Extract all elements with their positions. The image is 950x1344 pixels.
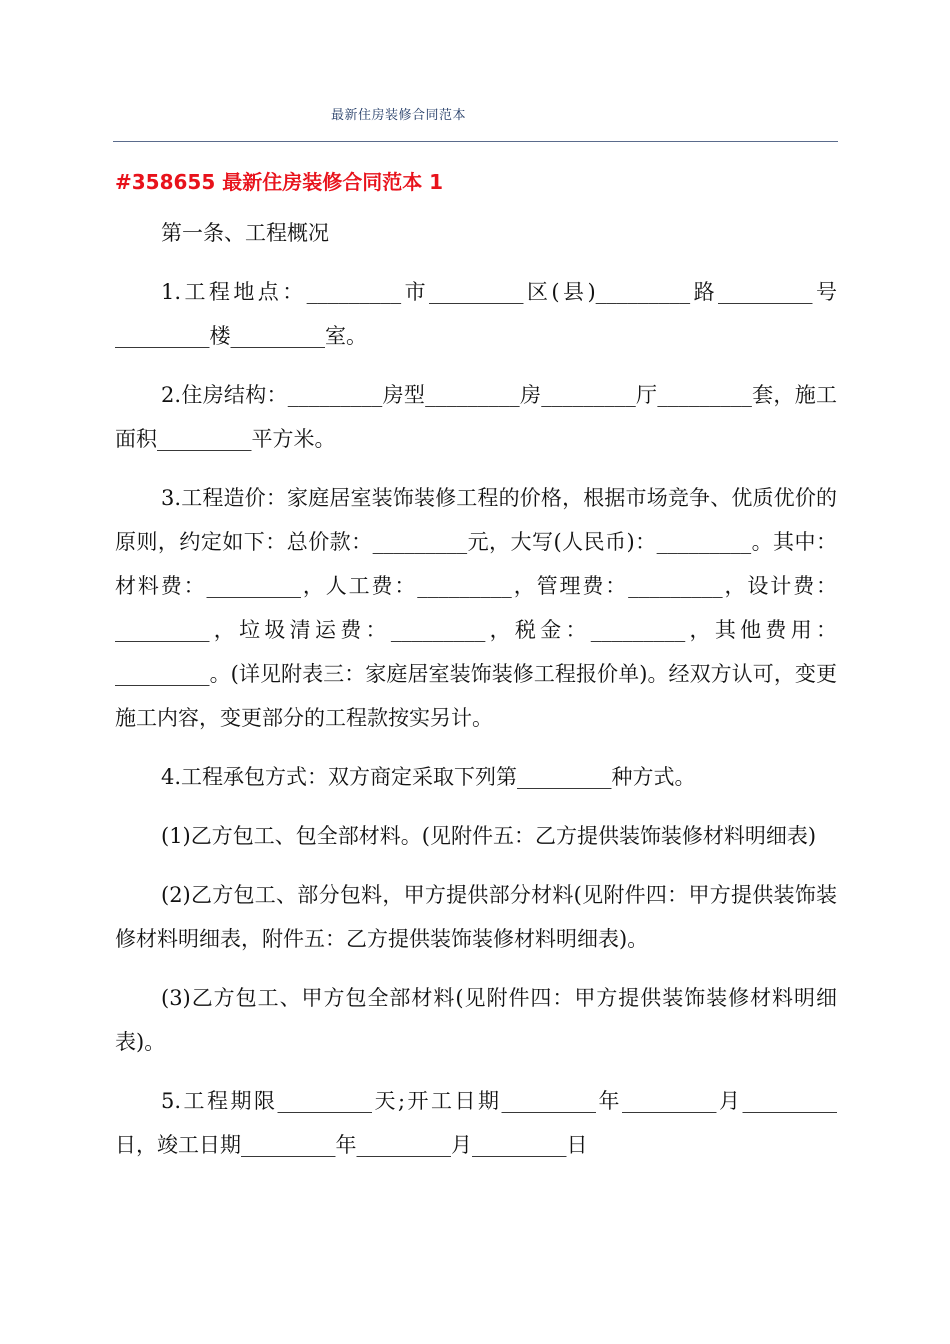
paragraph-location: 1.工程地点：_________市_________区(县)_________路_________号_________楼_________室。	[115, 280, 837, 348]
paragraph-structure: 2.住房结构：_________房型_________房_________厅_________套，施工面积_________平方米。	[115, 383, 837, 451]
running-header: 最新住房装修合同范本	[331, 108, 467, 123]
paragraph-schedule: 5.工程期限_________天;开工日期_________年_________月_________日，竣工日期_________年_________月_________日	[115, 1089, 837, 1157]
document-body	[115, 211, 837, 1167]
paragraph-contract-mode: 4.工程承包方式：双方商定采取下列第_________种方式。	[161, 765, 696, 789]
paragraph-cost: 3.工程造价：家庭居室装饰装修工程的价格，根据市场竞争、优质优价的原则，约定如下：总价款：_________元，大写(人民币)：_________。其中：材料费：_________，人工费：_________，管理费：_________，设计费：_________，垃圾清运费：_________，税金：_________，其他费用：_________。(详见附表三：家庭居室装饰装修工程报价单)。经双方认可，变更施工内容，变更部分的工程款按实另计。	[115, 486, 837, 730]
paragraph-option-3: (3)乙方包工、甲方包全部材料(见附件四：甲方提供装饰装修材料明细表)。	[115, 986, 837, 1054]
header-divider	[113, 141, 838, 142]
paragraph-option-1: (1)乙方包工、包全部材料。(见附件五：乙方提供装饰装修材料明细表)	[161, 824, 817, 848]
paragraph-option-2: (2)乙方包工、部分包料，甲方提供部分材料(见附件四：甲方提供装饰装修材料明细表，附件五：乙方提供装饰装修材料明细表)。	[115, 883, 837, 951]
section-heading: 第一条、工程概况	[161, 221, 329, 245]
document-title: #358655 最新住房装修合同范本 1	[115, 170, 444, 194]
